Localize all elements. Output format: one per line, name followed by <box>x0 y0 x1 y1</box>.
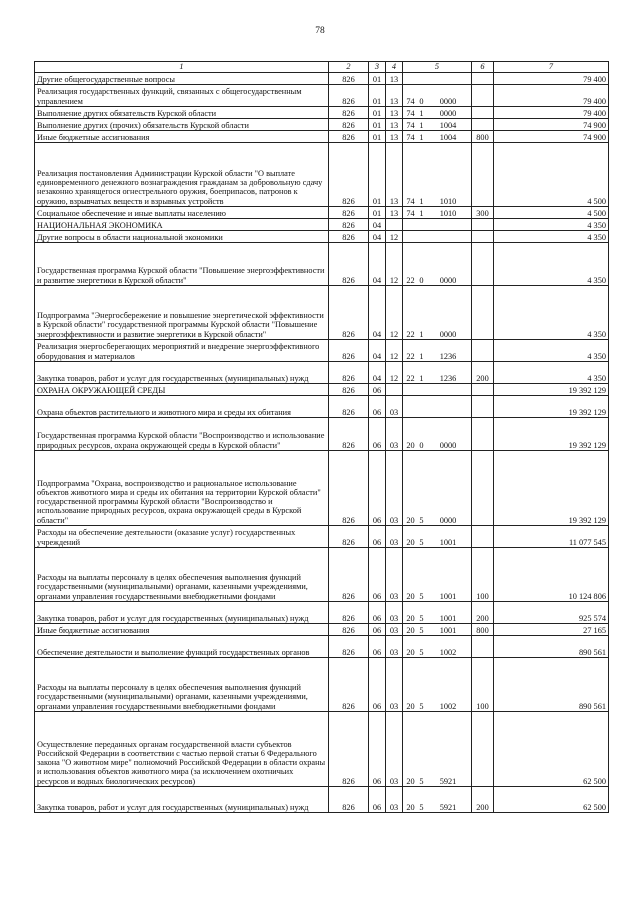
row-code-section: 06 <box>369 712 386 787</box>
row-name: Другие вопросы в области национальной экономики <box>35 231 329 243</box>
row-name: Осуществление переданных органам государственной власти субъектов Российской Федерации в соответствии с частью первой статьи 6 Федерального закона "О животном мире" полномочий Российской Федерации в области охраны и использования объектов животного мира (за исключением охотничьих ресурсов и водных биологических ресурсов) <box>35 712 329 787</box>
row-name: Государственная программа Курской области "Повышение энергоэффективности и развитие энергетики в Курской области" <box>35 243 329 286</box>
row-code-subsection: 03 <box>386 526 403 548</box>
target-direction: 1010 <box>439 196 457 206</box>
row-code-ministry: 826 <box>329 107 369 119</box>
target-direction: 0000 <box>439 96 457 106</box>
row-code-ministry: 826 <box>329 131 369 143</box>
target-direction: 5921 <box>439 776 457 786</box>
row-code-expense-type <box>472 451 494 526</box>
row-code-target <box>403 73 472 85</box>
row-code-target <box>403 243 472 286</box>
row-code-target <box>403 286 472 340</box>
row-amount: 19 392 129 <box>494 396 609 418</box>
row-name: Реализация постановления Администрации Курской области "О выплате единовременного денежного вознаграждения гражданам за добровольную сдачу незаконно хранящегося огнестрельного оружия, боеприпасов, патронов к оружию, взрывчатых веществ и взрывных устройств <box>35 143 329 207</box>
target-program: 20 <box>406 613 415 623</box>
target-program: 74 <box>406 132 415 142</box>
target-direction: 1001 <box>439 591 457 601</box>
column-header: 7 <box>494 62 609 73</box>
row-code-ministry: 826 <box>329 451 369 526</box>
row-amount: 79 400 <box>494 85 609 107</box>
row-name: Социальное обеспечение и иные выплаты населению <box>35 207 329 219</box>
table-row <box>35 231 609 243</box>
row-code-section: 01 <box>369 207 386 219</box>
column-header: 2 <box>329 62 369 73</box>
target-direction: 0000 <box>439 329 457 339</box>
row-code-subsection: 12 <box>386 362 403 384</box>
row-amount: 4 350 <box>494 243 609 286</box>
row-code-target <box>403 451 472 526</box>
row-name: Другие общегосударственные вопросы <box>35 73 329 85</box>
target-program: 20 <box>406 802 415 812</box>
row-code-subsection: 13 <box>386 107 403 119</box>
row-code-subsection: 03 <box>386 712 403 787</box>
target-program: 74 <box>406 196 415 206</box>
row-code-ministry: 826 <box>329 243 369 286</box>
row-amount: 4 500 <box>494 143 609 207</box>
target-subprogram: 1 <box>419 373 424 383</box>
target-direction: 1004 <box>439 120 457 130</box>
row-amount: 4 350 <box>494 286 609 340</box>
target-subprogram: 1 <box>419 120 424 130</box>
row-amount: 74 900 <box>494 119 609 131</box>
row-amount: 19 392 129 <box>494 384 609 396</box>
row-amount: 4 350 <box>494 219 609 231</box>
row-code-ministry: 826 <box>329 396 369 418</box>
row-code-expense-type <box>472 340 494 362</box>
row-code-expense-type: 800 <box>472 131 494 143</box>
target-subprogram: 5 <box>419 537 424 547</box>
row-code-target <box>403 418 472 451</box>
target-subprogram: 1 <box>419 132 424 142</box>
column-header: 4 <box>386 62 403 73</box>
row-code-expense-type: 200 <box>472 787 494 813</box>
row-code-section: 06 <box>369 418 386 451</box>
row-code-section: 06 <box>369 526 386 548</box>
table-row <box>35 418 609 451</box>
row-code-ministry: 826 <box>329 787 369 813</box>
row-code-expense-type: 300 <box>472 207 494 219</box>
table-row <box>35 73 609 85</box>
row-name: Государственная программа Курской области "Воспроизводство и использование природных ресурсов, охрана окружающей среды в Курской области" <box>35 418 329 451</box>
row-name: Закупка товаров, работ и услуг для государственных (муниципальных) нужд <box>35 602 329 624</box>
row-amount: 4 500 <box>494 207 609 219</box>
row-code-section: 01 <box>369 107 386 119</box>
row-code-ministry: 826 <box>329 286 369 340</box>
table-row <box>35 712 609 787</box>
row-code-expense-type <box>472 73 494 85</box>
row-name: Закупка товаров, работ и услуг для государственных (муниципальных) нужд <box>35 362 329 384</box>
table-row <box>35 219 609 231</box>
table-row <box>35 526 609 548</box>
target-subprogram: 0 <box>419 96 424 106</box>
row-code-expense-type <box>472 85 494 107</box>
target-subprogram: 1 <box>419 351 424 361</box>
row-code-ministry: 826 <box>329 602 369 624</box>
row-code-ministry: 826 <box>329 73 369 85</box>
row-amount: 74 900 <box>494 131 609 143</box>
row-name: Обеспечение деятельности и выполнение функций государственных органов <box>35 636 329 658</box>
row-code-ministry: 826 <box>329 219 369 231</box>
row-code-subsection: 03 <box>386 451 403 526</box>
row-code-section: 04 <box>369 219 386 231</box>
row-code-target <box>403 143 472 207</box>
row-code-subsection: 13 <box>386 85 403 107</box>
row-code-expense-type <box>472 243 494 286</box>
row-code-subsection: 03 <box>386 396 403 418</box>
table-row <box>35 340 609 362</box>
target-subprogram: 1 <box>419 329 424 339</box>
row-name: Расходы на обеспечение деятельности (оказание услуг) государственных учреждений <box>35 526 329 548</box>
target-direction: 0000 <box>439 275 457 285</box>
row-code-expense-type <box>472 107 494 119</box>
table-header-row <box>35 62 609 73</box>
row-code-target <box>403 636 472 658</box>
row-code-ministry: 826 <box>329 231 369 243</box>
target-program: 20 <box>406 591 415 601</box>
row-code-ministry: 826 <box>329 418 369 451</box>
table-row <box>35 636 609 658</box>
target-direction: 1002 <box>439 701 457 711</box>
row-code-ministry: 826 <box>329 340 369 362</box>
row-code-target <box>403 396 472 418</box>
table-row <box>35 107 609 119</box>
table-row <box>35 396 609 418</box>
target-subprogram: 5 <box>419 802 424 812</box>
row-code-ministry: 826 <box>329 85 369 107</box>
row-code-ministry: 826 <box>329 636 369 658</box>
target-program: 22 <box>406 329 415 339</box>
row-code-subsection <box>386 219 403 231</box>
target-program: 74 <box>406 96 415 106</box>
row-code-ministry: 826 <box>329 658 369 712</box>
target-program: 20 <box>406 701 415 711</box>
row-code-section: 04 <box>369 286 386 340</box>
table-row <box>35 658 609 712</box>
column-header: 3 <box>369 62 386 73</box>
row-code-expense-type <box>472 119 494 131</box>
row-code-target <box>403 526 472 548</box>
row-code-expense-type <box>472 286 494 340</box>
table-row <box>35 119 609 131</box>
row-code-section: 06 <box>369 624 386 636</box>
table-row <box>35 451 609 526</box>
row-code-expense-type: 100 <box>472 548 494 602</box>
table-row <box>35 602 609 624</box>
row-name: Расходы на выплаты персоналу в целях обеспечения выполнения функций государственными (муниципальными) органами, казенными учреждениями, органами управления государственными внебюджетными фондами <box>35 658 329 712</box>
row-code-target <box>403 384 472 396</box>
row-name: Охрана объектов растительного и животного мира и среды их обитания <box>35 396 329 418</box>
row-code-ministry: 826 <box>329 207 369 219</box>
row-code-section: 01 <box>369 131 386 143</box>
row-code-subsection: 03 <box>386 636 403 658</box>
row-code-subsection: 03 <box>386 418 403 451</box>
row-code-ministry: 826 <box>329 143 369 207</box>
row-code-section: 06 <box>369 658 386 712</box>
row-code-section: 04 <box>369 340 386 362</box>
row-code-section: 01 <box>369 119 386 131</box>
row-amount: 925 574 <box>494 602 609 624</box>
target-subprogram: 5 <box>419 776 424 786</box>
row-code-section: 04 <box>369 362 386 384</box>
row-code-expense-type <box>472 636 494 658</box>
row-name: Подпрограмма "Энергосбережение и повышение энергетической эффективности в Курской области" государственной программы Курской области "Повышение энергоэффективности и развитие энергетики в Курской области" <box>35 286 329 340</box>
row-code-target <box>403 340 472 362</box>
row-code-subsection: 03 <box>386 658 403 712</box>
row-code-expense-type <box>472 396 494 418</box>
target-subprogram: 5 <box>419 515 424 525</box>
row-amount: 62 500 <box>494 787 609 813</box>
row-code-subsection: 13 <box>386 119 403 131</box>
row-amount: 79 400 <box>494 73 609 85</box>
row-code-section: 06 <box>369 384 386 396</box>
row-code-subsection: 13 <box>386 73 403 85</box>
row-code-target <box>403 231 472 243</box>
row-code-subsection: 12 <box>386 286 403 340</box>
row-name: Иные бюджетные ассигнования <box>35 624 329 636</box>
target-program: 22 <box>406 351 415 361</box>
row-code-section: 01 <box>369 85 386 107</box>
table-row <box>35 131 609 143</box>
row-code-ministry: 826 <box>329 362 369 384</box>
row-code-expense-type <box>472 526 494 548</box>
target-direction: 5921 <box>439 802 457 812</box>
row-amount: 79 400 <box>494 107 609 119</box>
row-code-ministry: 826 <box>329 624 369 636</box>
column-header: 5 <box>403 62 472 73</box>
target-direction: 1004 <box>439 132 457 142</box>
row-code-subsection: 12 <box>386 243 403 286</box>
row-code-expense-type <box>472 219 494 231</box>
target-direction: 1236 <box>439 373 457 383</box>
row-amount: 890 561 <box>494 636 609 658</box>
row-code-expense-type <box>472 231 494 243</box>
target-direction: 1001 <box>439 613 457 623</box>
page-number: 78 <box>315 26 325 36</box>
row-code-expense-type <box>472 712 494 787</box>
row-name: Реализация государственных функций, связанных с общегосударственным управлением <box>35 85 329 107</box>
target-subprogram: 0 <box>419 440 424 450</box>
row-code-section: 04 <box>369 243 386 286</box>
row-code-subsection: 03 <box>386 548 403 602</box>
row-amount: 19 392 129 <box>494 451 609 526</box>
row-code-subsection: 03 <box>386 602 403 624</box>
target-program: 20 <box>406 625 415 635</box>
row-code-section: 06 <box>369 451 386 526</box>
row-code-expense-type: 100 <box>472 658 494 712</box>
target-direction: 1001 <box>439 537 457 547</box>
column-header: 1 <box>35 62 329 73</box>
table-body <box>35 73 609 813</box>
row-name: Закупка товаров, работ и услуг для государственных (муниципальных) нужд <box>35 787 329 813</box>
row-code-subsection: 12 <box>386 231 403 243</box>
target-program: 20 <box>406 515 415 525</box>
row-code-subsection: 13 <box>386 143 403 207</box>
row-code-target <box>403 362 472 384</box>
table-row <box>35 548 609 602</box>
row-amount: 27 165 <box>494 624 609 636</box>
budget-table <box>34 61 609 813</box>
row-code-section: 01 <box>369 143 386 207</box>
row-code-section: 06 <box>369 787 386 813</box>
row-code-subsection: 03 <box>386 787 403 813</box>
row-amount: 890 561 <box>494 658 609 712</box>
row-code-section: 06 <box>369 548 386 602</box>
row-code-target <box>403 548 472 602</box>
target-direction: 1236 <box>439 351 457 361</box>
target-subprogram: 1 <box>419 208 424 218</box>
row-code-section: 06 <box>369 396 386 418</box>
row-name: Подпрограмма "Охрана, воспроизводство и рациональное использование объектов животного мира и среды их обитания на территории Курской области" государственной программы Курской области "Воспроизводство и использование природных ресурсов, охрана окружающей среды в Курской области" <box>35 451 329 526</box>
row-code-target <box>403 85 472 107</box>
row-code-expense-type <box>472 384 494 396</box>
row-code-target <box>403 219 472 231</box>
target-subprogram: 1 <box>419 108 424 118</box>
row-name: Расходы на выплаты персоналу в целях обеспечения выполнения функций государственными (муниципальными) органами, казенными учреждениями, органами управления государственными внебюджетными фондами <box>35 548 329 602</box>
target-program: 74 <box>406 108 415 118</box>
row-name: ОХРАНА ОКРУЖАЮЩЕЙ СРЕДЫ <box>35 384 329 396</box>
row-amount: 62 500 <box>494 712 609 787</box>
target-subprogram: 5 <box>419 625 424 635</box>
row-code-expense-type: 800 <box>472 624 494 636</box>
row-code-subsection <box>386 384 403 396</box>
target-program: 20 <box>406 647 415 657</box>
row-amount: 4 350 <box>494 362 609 384</box>
row-code-expense-type: 200 <box>472 362 494 384</box>
target-direction: 0000 <box>439 515 457 525</box>
table-row <box>35 143 609 207</box>
target-subprogram: 5 <box>419 613 424 623</box>
row-amount: 4 350 <box>494 231 609 243</box>
target-program: 22 <box>406 373 415 383</box>
table-row <box>35 624 609 636</box>
target-subprogram: 5 <box>419 591 424 601</box>
row-code-subsection: 03 <box>386 624 403 636</box>
target-subprogram: 5 <box>419 701 424 711</box>
target-program: 74 <box>406 120 415 130</box>
row-code-target <box>403 624 472 636</box>
row-code-target <box>403 602 472 624</box>
row-amount: 19 392 129 <box>494 418 609 451</box>
row-code-target <box>403 658 472 712</box>
row-code-target <box>403 712 472 787</box>
target-direction: 1001 <box>439 625 457 635</box>
row-name: Выполнение других (прочих) обязательств Курской области <box>35 119 329 131</box>
row-code-section: 06 <box>369 602 386 624</box>
column-header: 6 <box>472 62 494 73</box>
row-code-ministry: 826 <box>329 384 369 396</box>
table-row <box>35 362 609 384</box>
row-code-ministry: 826 <box>329 526 369 548</box>
target-direction: 1010 <box>439 208 457 218</box>
row-code-section: 04 <box>369 231 386 243</box>
row-name: НАЦИОНАЛЬНАЯ ЭКОНОМИКА <box>35 219 329 231</box>
target-program: 74 <box>406 208 415 218</box>
row-amount: 11 077 545 <box>494 526 609 548</box>
target-direction: 0000 <box>439 108 457 118</box>
row-code-target <box>403 207 472 219</box>
table-row <box>35 384 609 396</box>
row-code-expense-type <box>472 143 494 207</box>
row-code-ministry: 826 <box>329 712 369 787</box>
target-subprogram: 5 <box>419 647 424 657</box>
row-code-subsection: 13 <box>386 131 403 143</box>
row-code-target <box>403 119 472 131</box>
target-program: 20 <box>406 537 415 547</box>
row-amount: 10 124 806 <box>494 548 609 602</box>
row-code-subsection: 12 <box>386 340 403 362</box>
table-row <box>35 286 609 340</box>
row-code-expense-type <box>472 418 494 451</box>
target-program: 20 <box>406 440 415 450</box>
row-code-ministry: 826 <box>329 119 369 131</box>
row-name: Иные бюджетные ассигнования <box>35 131 329 143</box>
row-name: Реализация энергосберегающих мероприятий и внедрение энергоэффективного оборудования и материалов <box>35 340 329 362</box>
target-direction: 0000 <box>439 440 457 450</box>
target-program: 22 <box>406 275 415 285</box>
target-direction: 1002 <box>439 647 457 657</box>
row-code-target <box>403 107 472 119</box>
target-subprogram: 1 <box>419 196 424 206</box>
table-row <box>35 85 609 107</box>
target-subprogram: 0 <box>419 275 424 285</box>
row-code-target <box>403 787 472 813</box>
row-code-expense-type: 200 <box>472 602 494 624</box>
row-amount: 4 350 <box>494 340 609 362</box>
row-code-target <box>403 131 472 143</box>
table-row <box>35 207 609 219</box>
row-code-section: 01 <box>369 73 386 85</box>
table-row <box>35 243 609 286</box>
row-code-section: 06 <box>369 636 386 658</box>
table-row <box>35 787 609 813</box>
target-program: 20 <box>406 776 415 786</box>
row-code-subsection: 13 <box>386 207 403 219</box>
row-name: Выполнение других обязательств Курской области <box>35 107 329 119</box>
row-code-ministry: 826 <box>329 548 369 602</box>
